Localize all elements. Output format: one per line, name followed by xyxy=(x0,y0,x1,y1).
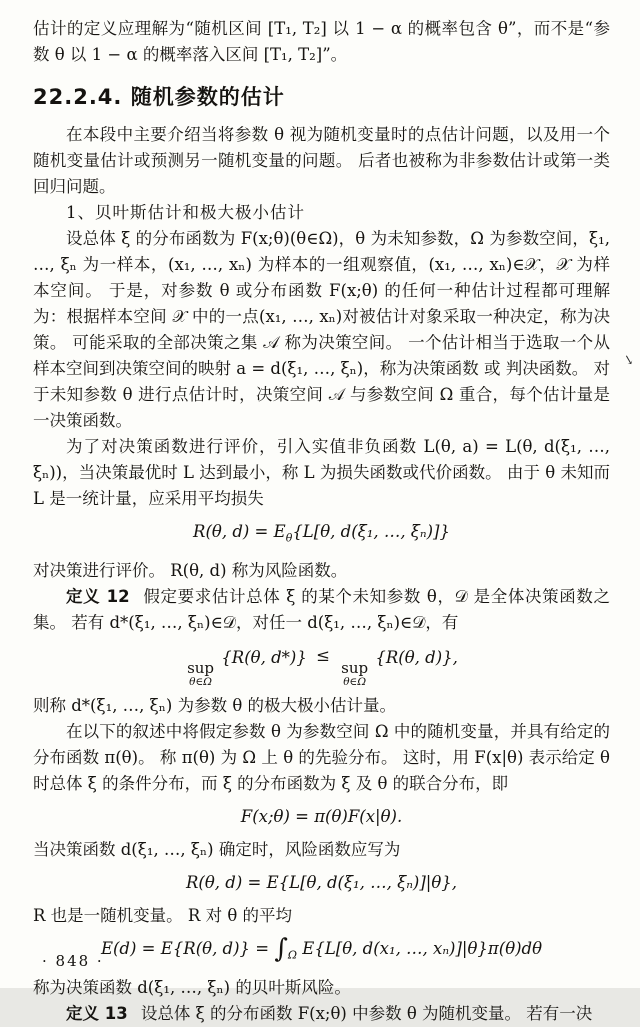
formula-risk-pre: R(θ, d) = E xyxy=(193,522,286,541)
definition-13-text: 设总体 ξ 的分布函数 F(x;θ) 中参数 θ 为随机变量。 若有一决 xyxy=(140,1004,593,1024)
paragraph-risk-rewrite: 当决策函数 d(ξ₁, …, ξₙ) 确定时，风险函数应写为 xyxy=(33,839,401,859)
page-number: · 848 · xyxy=(42,952,104,970)
definition-12-label: 定义 12 xyxy=(66,587,130,607)
definition-12 xyxy=(33,584,610,636)
formula-joint-distribution: F(x;θ) = π(θ)F(x|θ). xyxy=(240,806,403,826)
formula-risk-post: {L[θ, d(ξ₁, …, ξₙ)]} xyxy=(292,522,450,541)
integral-sign: ∫ xyxy=(274,933,288,964)
formula-conditional-risk: R(θ, d) = E{L[θ, d(ξ₁, …, ξₙ)]|θ}, xyxy=(185,872,458,892)
formula-bayes-post: E{L[θ, d(x₁, …, xₙ)]|θ}π(θ)dθ xyxy=(297,938,543,958)
formula-minimax-left-body: {R(θ, d*)} xyxy=(221,648,307,668)
paragraph-decision-setup: 设总体 ξ 的分布函数为 F(x;θ)(θ∈Ω)，θ 为未知参数，Ω 为参数空间，ξ₁, …, ξₙ 为一样本，(x₁, …, xₙ) 为样本的一组观察值，(x₁, …, xₙ)∈𝒳，𝒳 为样本空间。 于是，对参数 θ 或分布函数 F(x;θ) 的任何一种估计过程都可理解为：根据样本空间 𝒳 中的一点(x₁, …, xₙ)对被估计对象采取一种决定，称为决策。 可能采取的全部决策之集 𝒜 称为决策空间。 一个估计相当于选取一个从样本空间到决策空间的映射 a = d(ξ₁, …, ξₙ)，称为决策函数 或 判决函数。 对于未知参数 θ 进行点估计时，决策空间 𝒜 与参数空间 Ω 重合，每个估计量是一决策函数。 xyxy=(33,229,610,430)
stray-pen-mark: ↘ xyxy=(621,351,636,370)
formula-risk-function xyxy=(33,517,610,553)
less-equal-sign: ≤ xyxy=(316,646,330,666)
list-item-bayes-minimax: 1、贝叶斯估计和极大极小估计 xyxy=(66,203,305,222)
definition-13 xyxy=(33,1001,610,1027)
paragraph-bayes-risk-name: 称为决策函数 d(ξ₁, …, ξₙ) 的贝叶斯风险。 xyxy=(33,978,351,998)
paragraph-r-random: R 也是一随机变量。 R 对 θ 的平均 xyxy=(33,905,293,925)
integral-subscript: Ω xyxy=(287,948,298,962)
formula-minimax-criterion xyxy=(33,641,610,688)
paragraph-intro: 估计的定义应理解为“随机区间 [T₁, T₂] 以 1 − α 的概率包含 θ”，而不是“参数 θ 以 1 − α 的概率落入区间 [T₁, T₂]”。 xyxy=(33,19,610,64)
sup-operator-right: sup θ∈Ω xyxy=(341,659,369,689)
paragraph-minimax-conclusion: 则称 d*(ξ₁, …, ξₙ) 为参数 θ 的极大极小估计量。 xyxy=(33,695,397,715)
formula-bayes-risk xyxy=(33,934,610,970)
definition-13-label: 定义 13 xyxy=(66,1004,128,1024)
formula-bayes-pre: E(d) = E{R(θ, d)} = xyxy=(100,938,275,958)
formula-minimax-right-body: {R(θ, d)}, xyxy=(375,648,458,668)
paragraph-loss-function: 为了对决策函数进行评价，引入实值非负函数 L(θ, a) = L(θ, d(ξ₁, …, ξₙ))，当决策最优时 L 达到最小，称 L 为损失函数或代价函数。 由于 θ 未知而 L 是一统计量，应采用平均损失 xyxy=(33,437,610,508)
paragraph-prior-setup: 在以下的叙述中将假定参数 θ 为参数空间 Ω 中的随机变量，并具有给定的分布函数 π(θ)。 称 π(θ) 为 Ω 上 θ 的先验分布。 这时，用 F(x|θ) 表示给定 θ 时总体 ξ 的条件分布，而 ξ 的分布函数为 ξ 及 θ 的联合分布，即 xyxy=(33,721,610,793)
section-heading: 22.2.4. 随机参数的估计 xyxy=(33,85,285,109)
paragraph-risk-eval: 对决策进行评价。 R(θ, d) 称为风险函数。 xyxy=(33,561,348,581)
formula-risk-subscript: θ xyxy=(285,531,293,545)
paragraph-overview: 在本段中主要介绍当将参数 θ 视为随机变量时的点估计问题，以及用一个随机变量估计或预测另一随机变量的问题。 后者也被称为非参数估计或第一类回归问题。 xyxy=(33,125,610,196)
definition-12-text: 假定要求估计总体 ξ 的某个未知参数 θ，𝒟 是全体决策函数之集。 若有 d*(ξ₁, …, ξₙ)∈𝒟，对任一 d(ξ₁, …, ξₙ)∈𝒟，有 xyxy=(33,587,610,633)
sup-operator-left: sup θ∈Ω xyxy=(187,659,215,689)
